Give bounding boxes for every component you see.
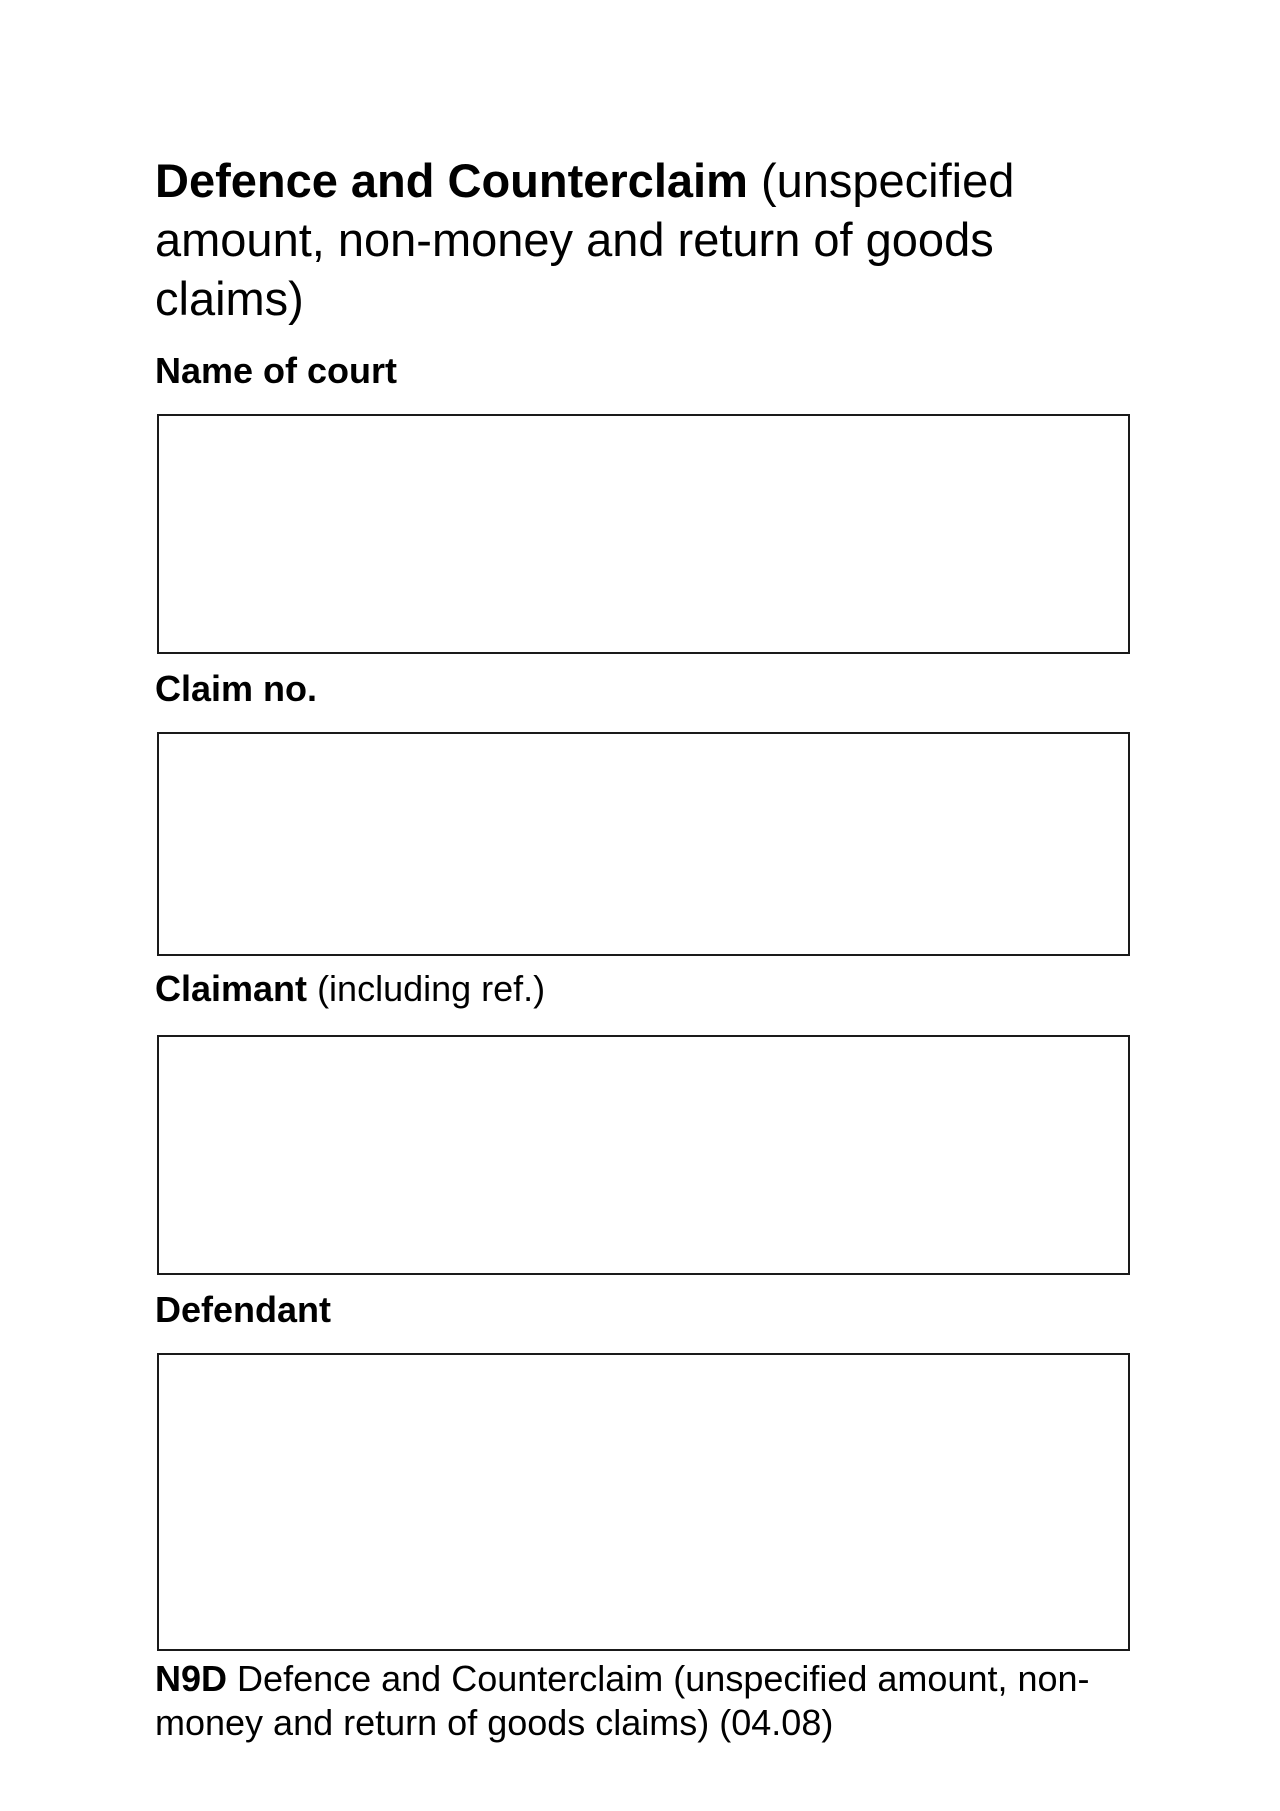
claimant-label bbox=[155, 967, 545, 1011]
claimant-label-text: Claimant bbox=[155, 968, 308, 1009]
claimant-field[interactable] bbox=[157, 1035, 1130, 1275]
form-description: Defence and Counterclaim (unspecified amount, non-money and return of goods claims) (04.08) bbox=[155, 1658, 1090, 1743]
form-footer bbox=[155, 1657, 1135, 1745]
court-name-label: Name of court bbox=[155, 350, 398, 391]
page-title-bold: Defence and Counterclaim bbox=[155, 154, 748, 207]
claim-no-field[interactable] bbox=[157, 732, 1130, 956]
defendant-field[interactable] bbox=[157, 1353, 1130, 1651]
form-code: N9D bbox=[155, 1658, 228, 1699]
page-title-subtitle: (unspecified amount, non-money and return of goods claims) bbox=[155, 154, 1015, 325]
defendant-label: Defendant bbox=[155, 1289, 332, 1330]
page-title bbox=[155, 151, 1095, 328]
claim-no-label: Claim no. bbox=[155, 668, 318, 709]
court-name-field[interactable] bbox=[157, 414, 1130, 654]
claimant-label-note: (including ref.) bbox=[317, 968, 546, 1009]
